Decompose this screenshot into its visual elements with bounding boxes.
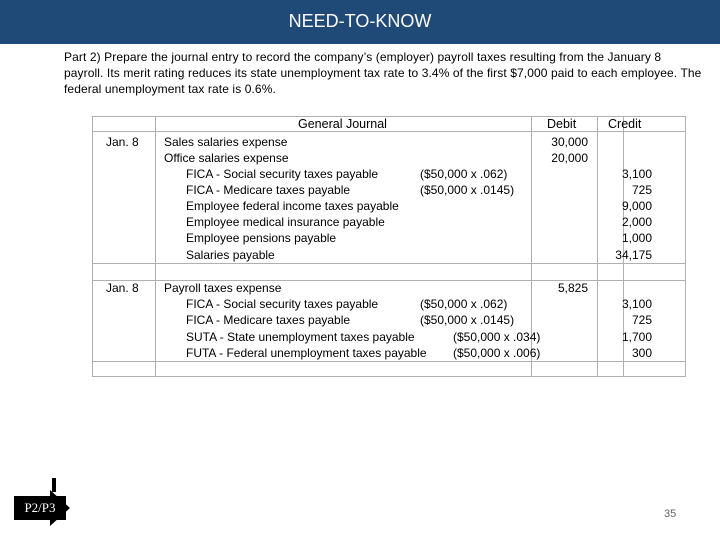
problem-statement: Part 2) Prepare the journal entry to record the company’s (employer) payroll taxes resulting from the January 8 payroll. Its merit rating reduces its state unemployment tax rate to 3.4% of the first $7,000 paid to each employee. The federal unemployment tax rate is 0.6%. <box>64 50 702 96</box>
entry2-date: Jan. 8 <box>106 281 139 295</box>
entry2-credit: 300 <box>631 346 652 360</box>
nav-label[interactable]: P2/P3 <box>14 496 66 520</box>
header-debit: Debit <box>547 117 577 131</box>
header-credit: Credit <box>608 117 642 131</box>
entry1-credit: 725 <box>631 183 652 197</box>
page-number: 35 <box>664 508 677 520</box>
entry1-account: Sales salaries expense <box>164 135 288 149</box>
entry1-account: Employee pensions payable <box>186 231 337 245</box>
entry1-credit: 1,000 <box>621 231 652 245</box>
row-divider <box>92 361 686 362</box>
entry1-credit: 9,000 <box>621 199 652 213</box>
column-divider <box>155 116 156 377</box>
entry2-credit: 3,100 <box>621 297 652 311</box>
entry1-account: FICA - Medicare taxes payable <box>186 183 351 197</box>
entry2-account: FUTA - Federal unemployment taxes payable <box>186 346 427 360</box>
entry1-debit: 30,000 <box>551 135 588 149</box>
entry1-credit: 34,175 <box>615 248 652 262</box>
entry1-credit: 3,100 <box>621 167 652 181</box>
entry2-calc: ($50,000 x .006) <box>453 346 541 360</box>
slide-title: NEED-TO-KNOW <box>0 0 720 44</box>
entry1-credit: 2,000 <box>621 215 652 229</box>
entry1-debit: 20,000 <box>551 151 588 165</box>
entry1-account: Employee federal income taxes payable <box>186 199 399 213</box>
entry2-calc: ($50,000 x .062) <box>420 297 508 311</box>
general-journal-table <box>92 116 686 377</box>
header-general-journal: General Journal <box>298 117 387 131</box>
entry1-calc: ($50,000 x .062) <box>420 167 508 181</box>
entry2-account: Payroll taxes expense <box>164 281 282 295</box>
entry1-calc: ($50,000 x .0145) <box>420 183 515 197</box>
entry2-account: FICA - Medicare taxes payable <box>186 313 351 327</box>
entry2-account: SUTA - State unemployment taxes payable <box>186 330 415 344</box>
entry1-date: Jan. 8 <box>106 135 139 149</box>
entry2-credit: 1,700 <box>621 330 652 344</box>
entry2-debit: 5,825 <box>557 281 588 295</box>
entry1-account: FICA - Social security taxes payable <box>186 167 379 181</box>
entry2-account: FICA - Social security taxes payable <box>186 297 379 311</box>
entry2-calc: ($50,000 x .034) <box>453 330 541 344</box>
entry1-account: Salaries payable <box>186 248 275 262</box>
entry1-account: Office salaries expense <box>164 151 289 165</box>
entry2-calc: ($50,000 x .0145) <box>420 313 515 327</box>
p2-p3-nav-button[interactable] <box>14 496 72 520</box>
header-divider <box>92 131 686 132</box>
entry2-credit: 725 <box>631 313 652 327</box>
entry1-account: Employee medical insurance payable <box>186 215 385 229</box>
row-divider <box>92 263 686 264</box>
